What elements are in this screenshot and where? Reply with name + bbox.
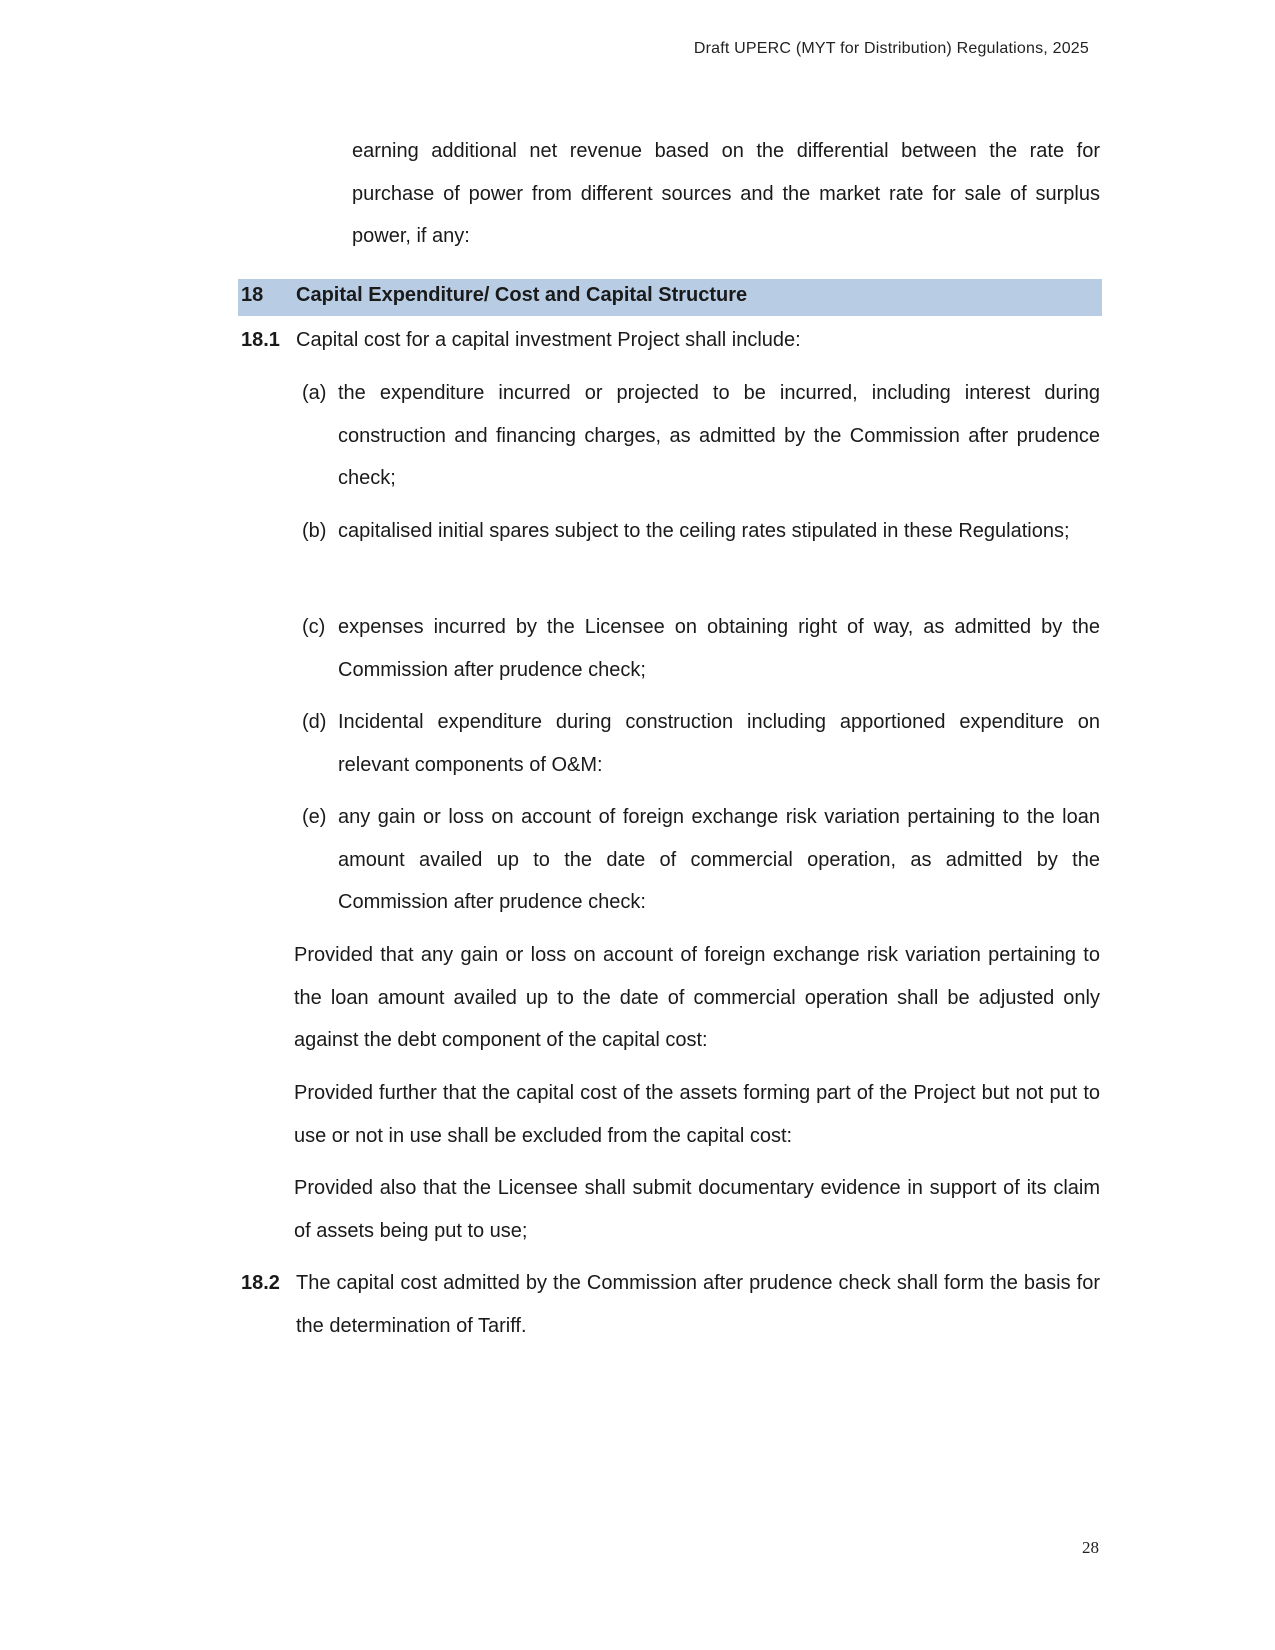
clause-text: Capital cost for a capital investment Project shall include: [296,329,801,351]
list-item-text: capitalised initial spares subject to the ceiling rates stipulated in these Regulations; [338,520,1070,542]
list-item-label: (c) [302,616,326,638]
list-item-label: (e) [302,806,327,828]
proviso-paragraph: Provided that any gain or loss on account of foreign exchange risk variation pertaining to the loan amount availed up to the date of commercial operation shall be adjusted only against the debt component of the capital cost: [294,944,1100,1051]
list-item-text: expenses incurred by the Licensee on obtaining right of way, as admitted by the Commission after prudence check; [338,616,1100,681]
page-number: 28 [1082,1538,1099,1557]
list-item-label: (d) [302,711,327,733]
section-title: Capital Expenditure/ Cost and Capital Structure [296,284,748,306]
list-item-text: Incidental expenditure during construction including apportioned expenditure on relevant components of O&M: [338,711,1100,776]
continuation-paragraph: earning additional net revenue based on the differential between the rate for purchase of power from different sources and the market rate for sale of surplus power, if any: [352,140,1100,247]
clause-number: 18.2 [241,1272,280,1294]
clause-text: The capital cost admitted by the Commission after prudence check shall form the basis for the determination of Tariff. [296,1272,1100,1337]
list-item-label: (a) [302,382,327,404]
list-item-label: (b) [302,520,327,542]
proviso-paragraph: Provided further that the capital cost of the assets forming part of the Project but not put to use or not in use shall be excluded from the capital cost: [294,1082,1100,1147]
list-item-text: any gain or loss on account of foreign exchange risk variation pertaining to the loan amount availed up to the date of commercial operation, as admitted by the Commission after prudence check: [338,806,1100,913]
section-number: 18 [241,284,264,306]
proviso-paragraph: Provided also that the Licensee shall submit documentary evidence in support of its claim of assets being put to use; [294,1177,1100,1242]
list-item-text: the expenditure incurred or projected to be incurred, including interest during construction and financing charges, as admitted by the Commission after prudence check; [338,382,1100,489]
running-header: Draft UPERC (MYT for Distribution) Regulations, 2025 [693,40,1089,57]
clause-number: 18.1 [241,329,280,351]
